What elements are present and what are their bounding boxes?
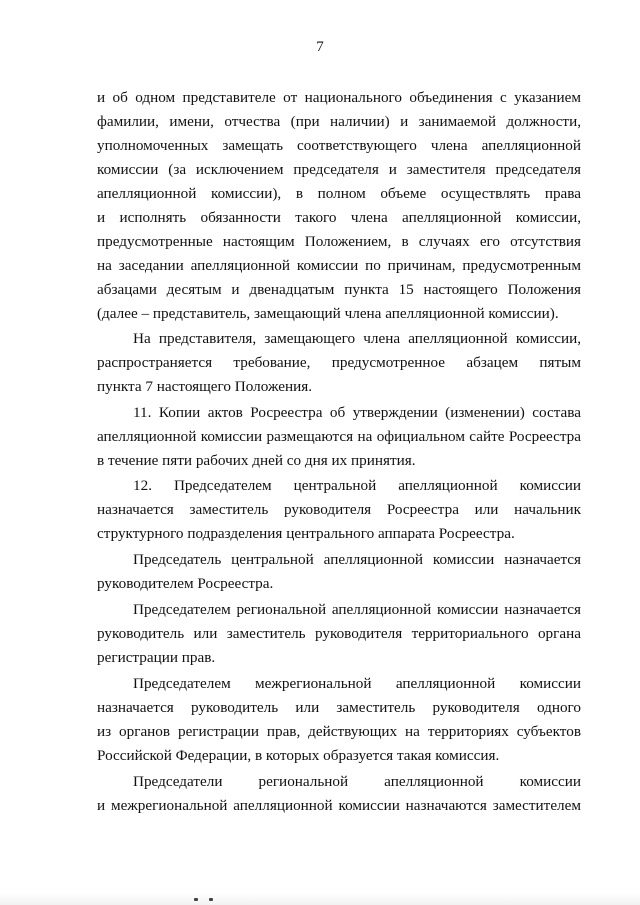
scan-bottom-edge (0, 893, 640, 905)
text-line: и исполнять обязанности такого члена апелляционной комиссии, (97, 209, 581, 226)
text-line: и об одном представителе от национального объединения с указанием (97, 89, 581, 106)
text-line: назначается руководитель или заместитель руководителя одного (97, 699, 581, 716)
text-line: структурного подразделения центрального аппарата Росреестра. (97, 525, 515, 542)
text-line: Председатель центральной апелляционной комиссии назначается (133, 551, 581, 568)
text-line: Председателем межрегиональной апелляционной комиссии (133, 675, 581, 692)
text-line: апелляционной комиссии), в полном объеме осуществлять права (97, 185, 581, 202)
text-line: апелляционной комиссии размещаются на официальном сайте Росреестра (97, 428, 581, 445)
text-line: фамилии, имени, отчества (при наличии) и занимаемой должности, (97, 113, 581, 130)
scan-speck (194, 898, 198, 901)
text-line: абзацами десятым и двенадцатым пункта 15 настоящего Положения (97, 281, 581, 298)
text-line: На представителя, замещающего члена апелляционной комиссии, (133, 330, 581, 347)
text-line: из органов регистрации прав, действующих на территориях субъектов (97, 723, 581, 740)
text-line: 12. Председателем центральной апелляционной комиссии (133, 477, 581, 494)
text-line: руководителем Росреестра. (97, 575, 274, 592)
text-line: пункта 7 настоящего Положения. (97, 378, 313, 395)
text-line: и межрегиональной апелляционной комиссии назначаются заместителем (97, 797, 581, 814)
page-number: 7 (316, 39, 324, 55)
text-line: регистрации прав. (97, 649, 216, 666)
scan-speck (209, 898, 213, 901)
text-line: назначается заместитель руководителя Росреестра или начальник (97, 501, 581, 518)
text-line: на заседании апелляционной комиссии по причинам, предусмотренным (97, 257, 581, 274)
text-line: 11. Копии актов Росреестра об утверждении (изменении) состава (133, 404, 581, 421)
text-line: руководитель или заместитель руководителя территориального органа (97, 625, 581, 642)
text-line: Председателем региональной апелляционной комиссии назначается (133, 601, 581, 618)
text-line: (далее – представитель, замещающий члена апелляционной комиссии). (97, 305, 559, 322)
text-line: уполномоченных замещать соответствующего члена апелляционной (97, 137, 581, 154)
text-line: предусмотренные настоящим Положением, в случаях его отсутствия (97, 233, 581, 250)
text-line: в течение пяти рабочих дней со дня их принятия. (97, 452, 416, 469)
text-line: комиссии (за исключением председателя и заместителя председателя (97, 161, 581, 178)
text-line: Российской Федерации, в которых образуется такая комиссия. (97, 747, 500, 764)
text-line: распространяется требование, предусмотренное абзацем пятым (97, 354, 581, 371)
text-line: Председатели региональной апелляционной комиссии (133, 773, 581, 790)
